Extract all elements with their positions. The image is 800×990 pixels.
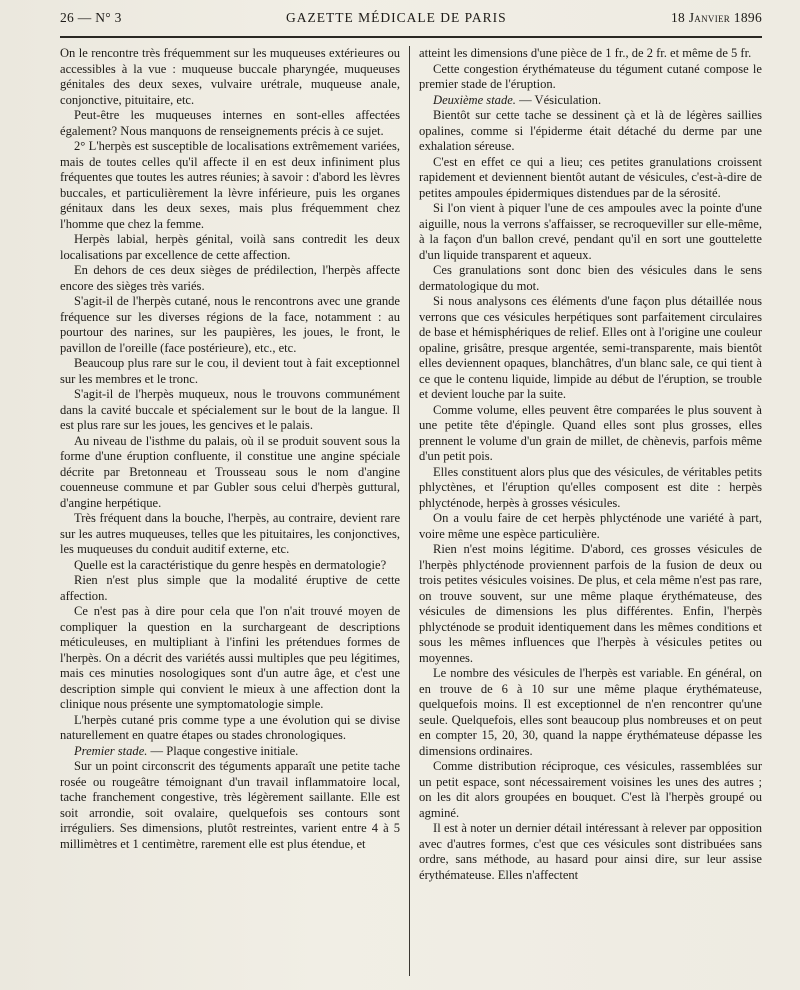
paragraph-text: Il est à noter un dernier détail intéressant à relever par opposition avec d'autres formes, c'est que ces vésicules sont distribuées sans ordre, sans méthode, au hasard pour ainsi dire, sur leur assise érythémateuse. Elles n'affectent — [419, 821, 762, 882]
header-rule — [60, 36, 762, 38]
page-number: 26 — N° 3 — [60, 10, 122, 25]
paragraph — [419, 666, 762, 759]
paragraph — [60, 387, 400, 434]
paragraph — [60, 294, 400, 356]
paragraph-text: S'agit-il de l'herpès cutané, nous le rencontrons avec une grande fréquence sur les diverses régions de la face, notamment : au pourtour des narines, sur les paupières, les joues, le front, le pavillon de l'oreille (face postérieure), etc., etc. — [60, 294, 401, 355]
right-column — [410, 46, 762, 976]
section-label: Premier stade. — [74, 743, 148, 758]
left-column — [60, 46, 409, 976]
paragraph — [60, 759, 400, 852]
paragraph-text: — Vésiculation. — [515, 92, 602, 107]
paragraph-text: Rien n'est plus simple que la modalité éruptive de cette affection. — [60, 573, 401, 603]
paragraph — [419, 294, 762, 403]
paragraph — [60, 356, 400, 387]
section-label: Deuxième stade. — [433, 92, 516, 107]
paragraph — [60, 263, 400, 294]
paragraph — [60, 108, 400, 139]
paragraph-text: En dehors de ces deux sièges de prédilection, l'herpès affecte encore des sièges très variés. — [60, 263, 401, 293]
paragraph-text: Le nombre des vésicules de l'herpès est variable. En général, on en trouve de 6 à 10 sur une même plaque érythémateuse, quelquefois moins. Il est exceptionnel de n'en rencontrer qu'une seule. Quelquefois, elles sont beaucoup plus nombreuses et on peut en compter 15, 20, 30, quand la nappe érythémateuse dépasse les dimensions ordinaires. — [419, 666, 762, 758]
date-month: Janvier — [688, 10, 731, 25]
paragraph-text: — Plaque congestive initiale. — [147, 743, 299, 758]
paragraph-text: On le rencontre très fréquemment sur les muqueuses extérieures ou accessibles à la vue : muqueuse buccale pharyngée, muqueuses génitales des deux sexes, vulvaire urétrale, muqueuse anale, conjonctive, pituitaire, etc. — [60, 46, 401, 107]
paragraph — [60, 46, 400, 108]
paragraph — [419, 263, 762, 294]
paragraph-text: C'est en effet ce qui a lieu; ces petites granulations croissent rapidement et deviennent bientôt autant de vésicules, c'est-à-dire de petites ampoules épidermiques distendues par de la sérosité. — [419, 154, 762, 200]
paragraph-text: Très fréquent dans la bouche, l'herpès, au contraire, devient rare sur les autres muqueuses, telles que les pituitaires, les conjonctives, les muqueuses du conduit auditif externe, etc. — [60, 511, 401, 556]
paragraph — [60, 511, 400, 558]
paragraph — [419, 155, 762, 202]
paragraph — [419, 108, 762, 155]
paragraph-text: Comme volume, elles peuvent être comparées le plus souvent à une petite tête d'épingle. Quand elles sont plus grosses, elles prennent le volume d'un grain de millet, de chènevis, parfois même d'un petit pois. — [419, 402, 762, 463]
paragraph-text: Quelle est la caractéristique du genre hespès en dermatologie? — [74, 557, 387, 572]
paragraph-text: Comme distribution réciproque, ces vésicules, rassemblées sur un petit espace, sont nécessairement voisines les unes des autres ; on les dit alors groupées en bouquet. C'est là l'herpès groupé ou agminé. — [419, 759, 762, 820]
paragraph-text: atteint les dimensions d'une pièce de 1 fr., de 2 fr. et même de 5 fr. — [419, 46, 752, 60]
paragraph — [419, 46, 762, 62]
paragraph-text: Sur un point circonscrit des téguments apparaît une petite tache rosée ou rougeâtre témoignant d'un travail inflammatoire local, tache franchement congestive, très légèrement saillante. Elle est soit arrondie, soit ovalaire, quelquefois ses contours sont irréguliers. Ses dimensions, plutôt restreintes, varient entre 4 à 5 millimètres et 1 centimètre, rarement elle est plus étendue, et — [60, 759, 401, 851]
paragraph — [419, 465, 762, 512]
paragraph-text: Peut-être les muqueuses internes en sont-elles affectées également? Nous manquons de renseignements précis à ce sujet. — [60, 108, 401, 138]
paragraph — [419, 759, 762, 821]
paragraph-text: Ces granulations sont donc bien des vésicules dans le sens dermatologique du mot. — [419, 263, 762, 293]
paragraph — [60, 139, 400, 232]
paragraph-text: Herpès labial, herpès génital, voilà sans contredit les deux localisations par excellence de cette affection. — [60, 232, 401, 262]
paragraph-text: Si nous analysons ces éléments d'une façon plus détaillée nous verrons que ces vésicules herpétiques sont parfaitement circulaires de base et hémisphériques de relief. Elles ont à l'origine une couleur opaline, grisâtre, presque argentée, semi-transparente, mais bientôt elles deviennent opaques, blanchâtres, d'un blanc sale, ce qui tient à ce que le contenu liquide, limpide au début de l'éruption, se trouble et devient louche par la suite. — [419, 294, 762, 401]
paragraph — [60, 434, 400, 512]
paragraph-text: Ce n'est pas à dire pour cela que l'on n'ait trouvé moyen de compliquer la question en la surchargeant de descriptions méticuleuses, en multipliant à l'infini les prétendues formes de l'herpès. On a décrit des variétés aussi multiples que peu légitimes, mais ces minuties nosologiques sont d'un autre âge, et c'est une description simple qui convient le mieux à une affection dont la clinique nous présente une symptomatologie simple. — [60, 604, 401, 711]
issue-date — [671, 10, 762, 26]
text-columns — [60, 46, 762, 976]
paragraph — [419, 542, 762, 666]
paragraph-text: Elles constituent alors plus que des vésicules, de véritables petits phlyctènes, et l'éruption qu'elles composent est dite : herpès phlycténode, herpès à grosses vésicules. — [419, 464, 762, 510]
paragraph — [60, 713, 400, 744]
paragraph — [419, 93, 762, 109]
paragraph-text: Beaucoup plus rare sur le cou, il devient tout à fait exceptionnel sur les membres et le tronc. — [60, 356, 401, 386]
paragraph — [60, 232, 400, 263]
date-year: 1896 — [733, 10, 762, 25]
paragraph — [419, 821, 762, 883]
paragraph-text: Au niveau de l'isthme du palais, où il se produit souvent sous la forme d'une éruption confluente, il constitue une angine spéciale décrite par Bretonneau et Trousseau sous le nom d'angine couenneuse commune et par Gubler sous celui d'herpès guttural, d'angine herpétique. — [60, 433, 401, 510]
paragraph — [60, 573, 400, 604]
date-day: 18 — [670, 10, 686, 25]
paragraph-text: L'herpès cutané pris comme type a une évolution qui se divise naturellement en quatre étapes ou stades chronologiques. — [60, 712, 401, 742]
paragraph — [419, 403, 762, 465]
paragraph — [419, 201, 762, 263]
paragraph-text: 2° L'herpès est susceptible de localisations extrêmement variées, mais de toutes celles qu'il affecte il en est deux infiniment plus fréquentes que toutes les autres réunies; à savoir : d'abord les lèvres buccales, et particulièrement la lèvre inférieure, puis les organes génitaux dans les deux sexes, mais plus fréquemment chez l'homme que chez la femme. — [60, 139, 401, 231]
paragraph — [419, 511, 762, 542]
paragraph — [60, 604, 400, 713]
paragraph — [60, 558, 400, 574]
paragraph — [60, 744, 400, 760]
page-header — [60, 10, 762, 32]
paragraph-text: Rien n'est moins légitime. D'abord, ces grosses vésicules de l'herpès phlycténode proviennent parfois de la fusion de deux ou trois petites vésicules voisines. De plus, et cela même n'est pas rare, on trouve souvent, sur une même plaque érythémateuse, des vésicules de dimensions les plus différentes. Enfin, l'herpès phlycténode se produit identiquement dans les mêmes conditions et sous les mêmes influences que l'herpès à vésicules petites ou moyennes. — [419, 542, 762, 665]
paragraph-text: Bientôt sur cette tache se dessinent çà et là de légères saillies opalines, comme si l'épiderme était détaché du derme par une exhalation séreuse. — [419, 108, 762, 153]
journal-title: GAZETTE MÉDICALE DE PARIS — [286, 10, 507, 25]
paragraph — [419, 62, 762, 93]
paragraph-text: Si l'on vient à piquer l'une de ces ampoules avec la pointe d'une aiguille, nous la verrons s'affaisser, se recroqueviller sur elle-même, à la façon d'un ballon crevé, pendant qu'il en sort une gouttelette d'un liquide transparent et aqueux. — [419, 201, 762, 262]
paragraph-text: On a voulu faire de cet herpès phlycténode une variété à part, voire même une espèce particulière. — [419, 511, 762, 541]
paragraph-text: S'agit-il de l'herpès muqueux, nous le trouvons communément dans la cavité buccale et spécialement sur le bout de la langue. Il est plus rare sur les joues, les gencives et le palais. — [60, 387, 401, 432]
paragraph-text: Cette congestion érythémateuse du tégument cutané compose le premier stade de l'éruption. — [419, 61, 762, 91]
